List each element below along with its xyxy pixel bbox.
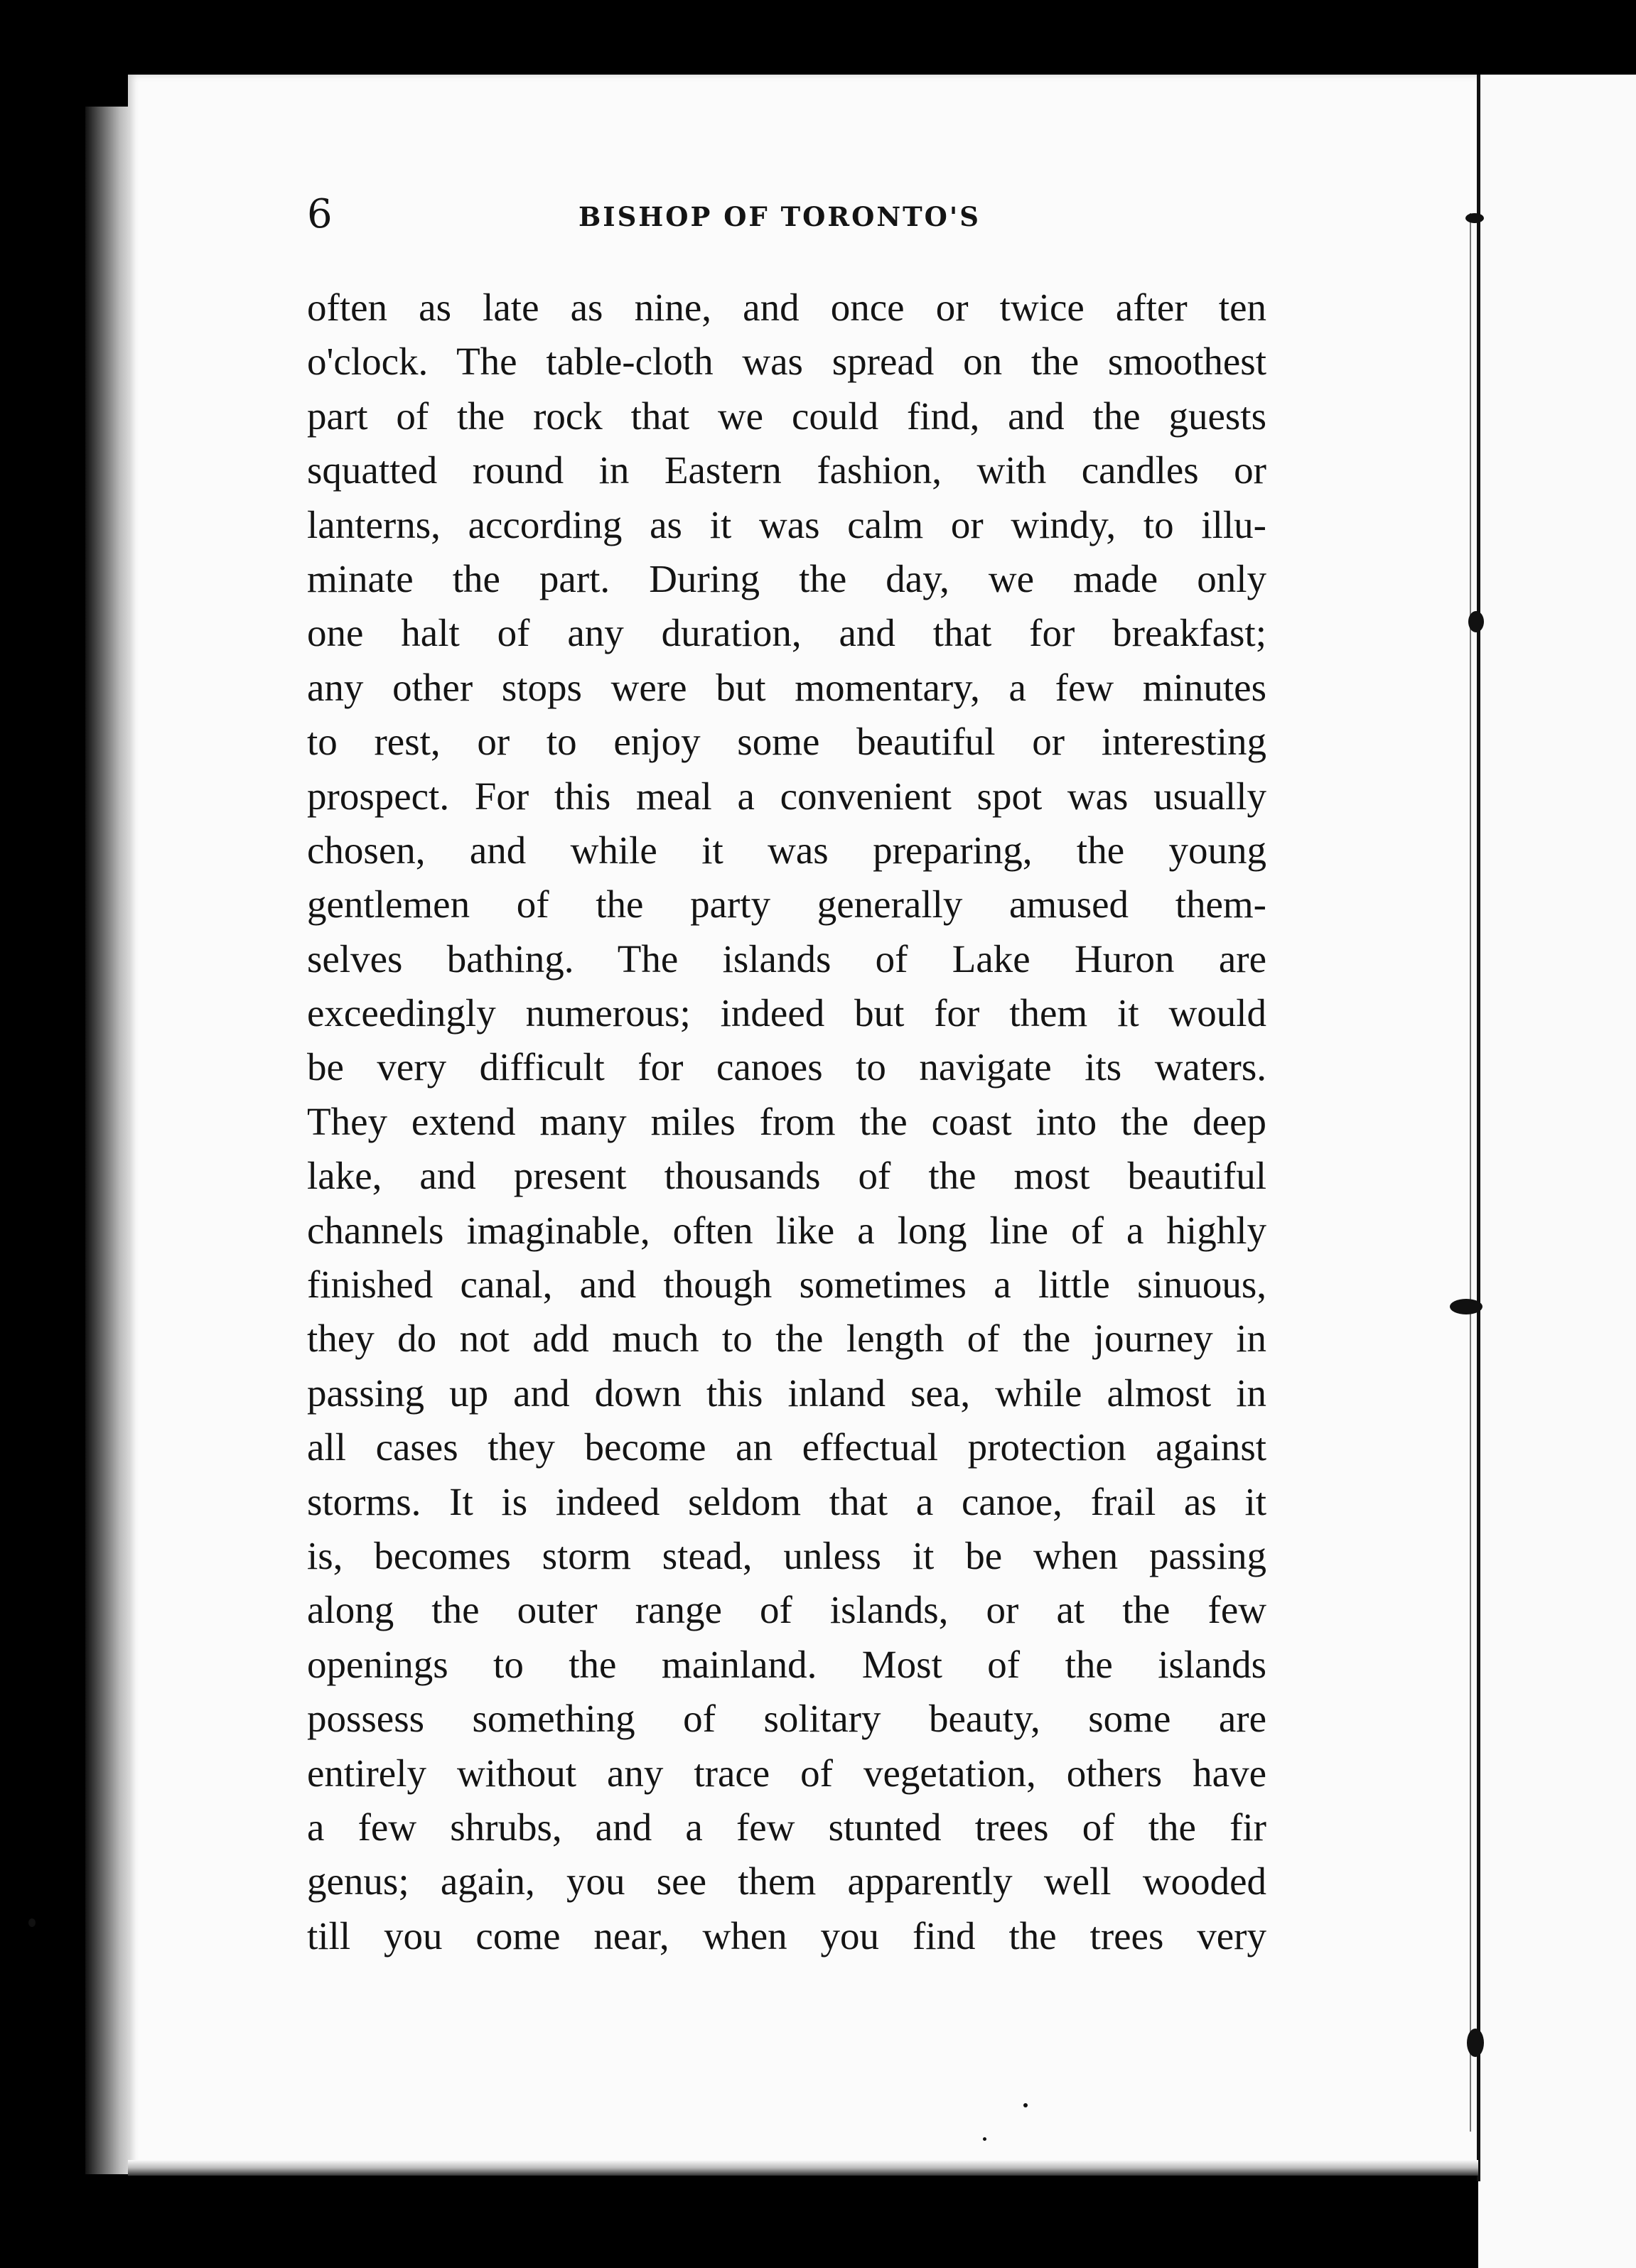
text-line: they do not add much to the length of the journey in — [307, 1317, 1266, 1361]
text-line: exceedingly numerous; indeed but for them it would — [307, 991, 1266, 1035]
bottom-page-edge — [128, 2160, 1478, 2176]
ink-speck — [983, 2137, 986, 2141]
text-line: finished canal, and though sometimes a little sinuous, — [307, 1263, 1266, 1307]
text-line: is, becomes storm stead, unless it be when passing — [307, 1533, 1266, 1577]
text-line: chosen, and while it was preparing, the young — [307, 828, 1266, 872]
text-line: all cases they become an effectual protection against — [307, 1425, 1266, 1469]
body-text — [307, 281, 1266, 1963]
text-line: storms. It is indeed seldom that a canoe, frail as it — [307, 1479, 1266, 1523]
running-title: BISHOP OF TORONTO'S — [578, 201, 981, 232]
text-line: They extend many miles from the coast into the deep — [307, 1099, 1266, 1143]
text-line: genus; again, you see them apparently well wooded — [307, 1859, 1266, 1904]
ink-speck — [28, 1918, 36, 1927]
text-line: gentlemen of the party generally amused them- — [307, 882, 1266, 927]
right-facing-leaf — [1478, 75, 1636, 2268]
text-line: passing up and down this inland sea, while almost in — [307, 1371, 1266, 1415]
text-line: lake, and present thousands of the most beautiful — [307, 1154, 1266, 1198]
text-line: minate the part. During the day, we made only — [307, 556, 1266, 600]
text-line: one halt of any duration, and that for breakfast; — [307, 611, 1266, 655]
text-line: any other stops were but momentary, a few minutes — [307, 665, 1266, 709]
text-line: a few shrubs, and a few stunted trees of the fir — [307, 1805, 1266, 1849]
ink-speck — [1465, 213, 1484, 223]
page-fold-line — [1477, 75, 1480, 2181]
text-line: possess something of solitary beauty, some are — [307, 1697, 1266, 1741]
text-line: o'clock. The table-cloth was spread on the smoothest — [307, 340, 1266, 384]
text-line: entirely without any trace of vegetation, others have — [307, 1751, 1266, 1795]
text-line: along the outer range of islands, or at the few — [307, 1588, 1266, 1632]
ink-speck — [1467, 2029, 1484, 2057]
text-line: openings to the mainland. Most of the islands — [307, 1642, 1266, 1686]
text-line: selves bathing. The islands of Lake Huron are — [307, 936, 1266, 981]
inner-margin-shadow — [1470, 213, 1471, 2132]
ink-speck — [1023, 2103, 1028, 2107]
text-line: channels imaginable, often like a long line of a highly — [307, 1208, 1266, 1252]
text-line: part of the rock that we could find, and the guests — [307, 394, 1266, 438]
text-line: to rest, or to enjoy some beautiful or interesting — [307, 720, 1266, 764]
ink-speck — [1468, 611, 1484, 632]
ink-speck — [1450, 1299, 1482, 1314]
text-line: till you come near, when you find the trees very — [307, 1913, 1266, 1958]
text-line: often as late as nine, and once or twice after ten — [307, 286, 1266, 329]
text-line: lanterns, according as it was calm or windy, to illu- — [307, 502, 1266, 546]
text-line: squatted round in Eastern fashion, with candles or — [307, 448, 1266, 492]
running-head — [307, 186, 1274, 243]
page-number: 6 — [307, 191, 333, 237]
text-line: prospect. For this meal a convenient spot was usually — [307, 774, 1266, 818]
text-line: be very difficult for canoes to navigate its waters. — [307, 1045, 1266, 1089]
